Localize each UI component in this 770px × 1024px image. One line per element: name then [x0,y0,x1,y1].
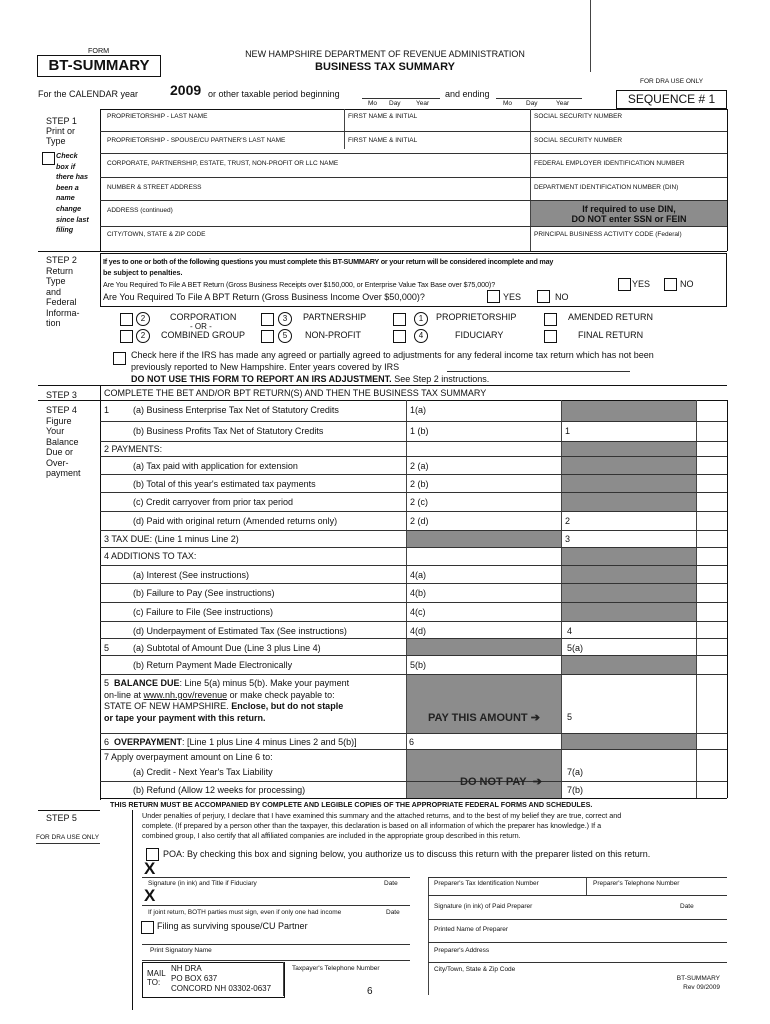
irs-adjustment-checkbox[interactable] [113,352,126,365]
sequence-number: SEQUENCE # 1 [627,92,716,106]
form-id: BT-SUMMARY [37,55,161,77]
arrow-right-icon: ➔ [530,712,540,724]
end-day: Day [526,100,538,107]
line1b-label: (b) Business Profits Tax Net of Statutory Credits [133,426,324,436]
mail-address: NH DRA PO BOX 637 CONCORD NH 03302-0637 [171,964,272,993]
proprietorship-number: 1 [414,312,428,326]
proprietorship-checkbox[interactable] [393,313,406,326]
surviving-spouse-label: Filing as surviving spouse/CU Partner [157,921,308,931]
partnership-label: PARTNERSHIP [303,312,367,322]
spouse-first-name-field[interactable]: FIRST NAME & INITIAL [348,137,418,144]
surviving-spouse-checkbox[interactable] [141,921,154,934]
corporation-checkbox[interactable] [120,313,133,326]
line2a-label: (a) Tax paid with application for extension [133,461,298,471]
print-name-line[interactable] [142,944,410,945]
step4-label: STEP 4 Figure Your Balance Due or Over- payment [46,405,81,478]
line2-label: 2 PAYMENTS: [104,444,163,454]
fiduciary-checkbox[interactable] [393,330,406,343]
line4c-label: (c) Failure to File (See instructions) [133,607,274,617]
line7-label: 7 Apply overpayment amount on Line 6 to: [104,752,273,762]
din-note: If required to use DIN, DO NOT enter SSN or FEIN [571,204,687,224]
line7a-input[interactable]: 7(a) [567,767,584,777]
bpt-no-label: NO [555,292,569,302]
line5a-label: (a) Subtotal of Amount Due (Line 3 plus Line 4) [133,643,321,653]
line5b-input[interactable]: 5(b) [410,660,427,670]
line5a-total-input[interactable]: 5(a) [567,643,584,653]
line4-label: 4 ADDITIONS TO TAX: [104,551,197,561]
line4a-label: (a) Interest (See instructions) [133,570,250,580]
first-name-field[interactable]: FIRST NAME & INITIAL [348,113,418,120]
preparer-signature-field[interactable]: Signature (in ink) of Paid Preparer [434,903,533,910]
mail-to-label: MAIL TO: [147,969,166,987]
taxpayer-phone-field[interactable]: Taxpayer's Telephone Number [292,965,380,972]
spouse-last-name-field[interactable]: PROPRIETORSHIP - SPOUSE/CU PARTNER'S LAST NAME [107,137,286,144]
page-number: 6 [367,986,373,997]
line4d-input[interactable]: 4(d) [410,626,427,636]
line5b-label: (b) Return Payment Made Electronically [133,660,293,670]
address-continued-field[interactable]: ADDRESS (continued) [107,207,173,214]
ssn-field[interactable]: SOCIAL SECURITY NUMBER [534,113,623,120]
calendar-label-2: or other taxable period beginning [208,89,340,99]
preparer-tin-field[interactable]: Preparer's Tax Identification Number [434,880,539,887]
begin-day: Day [389,100,401,107]
signature-line-1[interactable] [142,877,410,878]
and-ending-label: and ending [445,89,490,99]
line4c-input[interactable]: 4(c) [410,607,426,617]
tax-year: 2009 [170,82,202,98]
preparer-date-label: Date [680,903,694,910]
end-mo: Mo [503,100,513,107]
combined-group-checkbox[interactable] [120,330,133,343]
line6-label: 6 OVERPAYMENT: [Line 1 plus Line 4 minus Lines 2 and 5(b)] [104,737,357,747]
line4b-input[interactable]: 4(b) [410,588,427,598]
bet-yes-checkbox[interactable] [618,278,631,291]
department-name: NEW HAMPSHIRE DEPARTMENT OF REVENUE ADMINISTRATION [245,49,525,59]
amended-return-checkbox[interactable] [544,313,557,326]
arrow-right-icon-2: ➔ [532,776,542,788]
combined-group-label: COMBINED GROUP [161,330,246,340]
corporation-number: 2 [136,312,150,326]
line2-total-input[interactable]: 2 [565,516,571,526]
line2d-input[interactable]: 2 (d) [410,516,429,526]
naics-field[interactable]: PRINCIPAL BUSINESS ACTIVITY CODE (Federal) [534,231,682,238]
prop-last-name-field[interactable]: PROPRIETORSHIP - LAST NAME [107,113,208,120]
final-return-checkbox[interactable] [544,330,557,343]
bpt-question: Are You Required To File A BPT Return (Gross Business Income Over $50,000)? [103,292,425,302]
bpt-yes-label: YES [503,292,522,302]
step3-label: STEP 3 [46,390,77,400]
poa-label: POA: By checking this box and signing below, you authorize us to discuss this return with the preparer listed on this return. [163,849,651,859]
name-change-note: Check box if there has been a name change since last filing [56,151,89,235]
step1-sub2: Type [46,136,66,146]
line4b-label: (b) Failure to Pay (See instructions) [133,588,275,598]
do-not-pay-label: DO NOT PAY ➔ [460,776,542,788]
signature-2-label: If joint return, BOTH parties must sign, even if only one had income [148,909,342,916]
or-label: - OR - [190,322,212,331]
preparer-city-field[interactable]: City/Town, State & Zip Code [434,966,516,973]
line2b-label: (b) Total of this year's estimated tax payments [133,479,316,489]
balance-due-text: 5 BALANCE DUE: Line 5(a) minus 5(b). Make your payment on-line at www.nh.gov/revenue or make check payable to: STATE OF NEW HAMPSHIRE. Enclose, but do not staple or tape your payment with this return. [104,678,350,723]
nonprofit-number: 5 [278,329,292,343]
line2c-input[interactable]: 2 (c) [410,497,428,507]
end-date-line[interactable] [496,98,582,99]
signature-1-label: Signature (in ink) and Title if Fiduciary [148,880,257,887]
line1a-label: (a) Business Enterprise Tax Net of Statutory Credits [133,405,339,415]
line7b-input[interactable]: 7(b) [567,785,584,795]
step5-label: STEP 5 [46,813,77,823]
step1-sub1: Print or [46,126,76,136]
corp-name-field[interactable]: CORPORATE, PARTNERSHIP, ESTATE, TRUST, NON-PROFIT OR LLC NAME [107,160,339,167]
form-title: BUSINESS TAX SUMMARY [315,61,455,73]
line4-total-input[interactable]: 4 [567,626,573,636]
partnership-number: 3 [278,312,292,326]
spouse-ssn-field[interactable]: SOCIAL SECURITY NUMBER [534,137,623,144]
line3-label: 3 TAX DUE: (Line 1 minus Line 2) [104,534,239,544]
combined-group-number: 2 [136,329,150,343]
line2a-input[interactable]: 2 (a) [410,461,429,471]
nonprofit-checkbox[interactable] [261,330,274,343]
fein-field[interactable]: FEDERAL EMPLOYER IDENTIFICATION NUMBER [534,160,685,167]
step2-label: STEP 2 Return Type and Federal Informa- tion [46,255,80,328]
fiduciary-number: 4 [414,329,428,343]
irs-years-line[interactable] [447,371,630,372]
irs-note-2: previously reported to New Hampshire. Enter years covered by IRS [131,362,400,372]
city-state-zip-field[interactable]: CITY/TOWN, STATE & ZIP CODE [107,231,206,238]
line1-total-input[interactable]: 1 [565,426,571,436]
date-2-label: Date [386,909,400,916]
signature-x-mark: X [144,859,156,878]
bet-question: Are You Required To File A BET Return (Gross Business Receipts over $150,000, or Enterprise Value Tax Base over $75,000)? [103,280,496,289]
footer-form-info: BT-SUMMARY Rev 09/2009 [676,975,720,991]
fiduciary-label: FIDUCIARY [455,330,504,340]
perjury-declaration: Under penalties of perjury, I declare that I have examined this summary and the attached returns, and to the best of my belief they are true, correct and complete. (If prepared by a person other than the taxpayer, this declaration is based on all information of which the preparer has knowledge.) If a combined group, I also certify that all affiliated companies are included in the appropriate group described in this return. [142,811,622,841]
line4a-input[interactable]: 4(a) [410,570,427,580]
step3-text: COMPLETE THE BET AND/OR BPT RETURN(S) AND THEN THE BUSINESS TAX SUMMARY [104,388,487,398]
preparer-phone-field[interactable]: Preparer's Telephone Number [593,880,680,887]
partnership-checkbox[interactable] [261,313,274,326]
line1a-input[interactable]: 1(a) [410,405,427,415]
nonprofit-label: NON-PROFIT [305,330,361,340]
step2-warning-2: be subject to penalties. [103,268,183,277]
end-year: Year [556,100,570,107]
final-return-label: FINAL RETURN [578,330,644,340]
name-change-checkbox[interactable] [42,152,55,165]
line2d-label: (d) Paid with original return (Amended returns only) [133,516,338,526]
irs-note-1: Check here if the IRS has made any agreed or partially agreed to adjustments for any federal income tax return which has not been [131,350,654,360]
line6-input[interactable]: 6 [409,737,415,747]
street-address-field[interactable]: NUMBER & STREET ADDRESS [107,184,202,191]
begin-mo: Mo [368,100,378,107]
step2-warning-1: If yes to one or both of the following questions you must complete this BT-SUMMARY or your return will be considered incomplete and may [103,257,554,266]
amended-return-label: AMENDED RETURN [568,312,654,322]
proprietorship-label: PROPRIETORSHIP [436,312,517,322]
preparer-address-field[interactable]: Preparer's Address [434,947,490,954]
preparer-printed-name-field[interactable]: Printed Name of Preparer [434,926,509,933]
begin-date-line[interactable] [362,98,440,99]
revenue-link[interactable]: www.nh.gov/revenue [143,689,228,700]
bet-yes-label: YES [632,279,651,289]
pay-this-amount-label: PAY THIS AMOUNT ➔ [428,712,540,724]
begin-year: Year [416,100,430,107]
balance-due-input[interactable]: 5 [567,712,573,722]
dra-use-label: FOR DRA USE ONLY [640,78,704,85]
form-label: FORM [88,46,110,55]
line5-number: 5 [104,643,110,653]
din-field[interactable]: DEPARTMENT IDENTIFICATION NUMBER (DIN) [534,184,679,191]
signature-x-mark-2: X [144,886,156,905]
bet-no-label: NO [680,279,694,289]
bpt-no-checkbox[interactable] [537,290,550,303]
calendar-label: For the CALENDAR year [38,89,139,99]
line2b-input[interactable]: 2 (b) [410,479,429,489]
line2c-label: (c) Credit carryover from prior tax period [133,497,294,507]
line4d-label: (d) Underpayment of Estimated Tax (See instructions) [133,626,347,636]
date-1-label: Date [384,880,398,887]
line7b-label: (b) Refund (Allow 12 weeks for processing) [133,785,306,795]
step5-dra-use: FOR DRA USE ONLY [36,834,100,841]
bet-no-checkbox[interactable] [664,278,677,291]
line1b-input[interactable]: 1 (b) [410,426,429,436]
signature-line-2[interactable] [142,905,410,906]
line1-number: 1 [104,405,110,415]
irs-note-3: DO NOT USE THIS FORM TO REPORT AN IRS ADJUSTMENT. See Step 2 instructions. [131,374,490,384]
corporation-label: CORPORATION [170,312,237,322]
line3-total-input[interactable]: 3 [565,534,571,544]
print-signatory-label: Print Signatory Name [150,947,212,954]
line7a-label: (a) Credit - Next Year's Tax Liability [133,767,273,777]
bpt-yes-checkbox[interactable] [487,290,500,303]
attachments-notice: THIS RETURN MUST BE ACCOMPANIED BY COMPLETE AND LEGIBLE COPIES OF THE APPROPRIATE FEDERAL FORMS AND SCHEDULES. [110,800,593,809]
step1-label: STEP 1 [46,116,77,126]
